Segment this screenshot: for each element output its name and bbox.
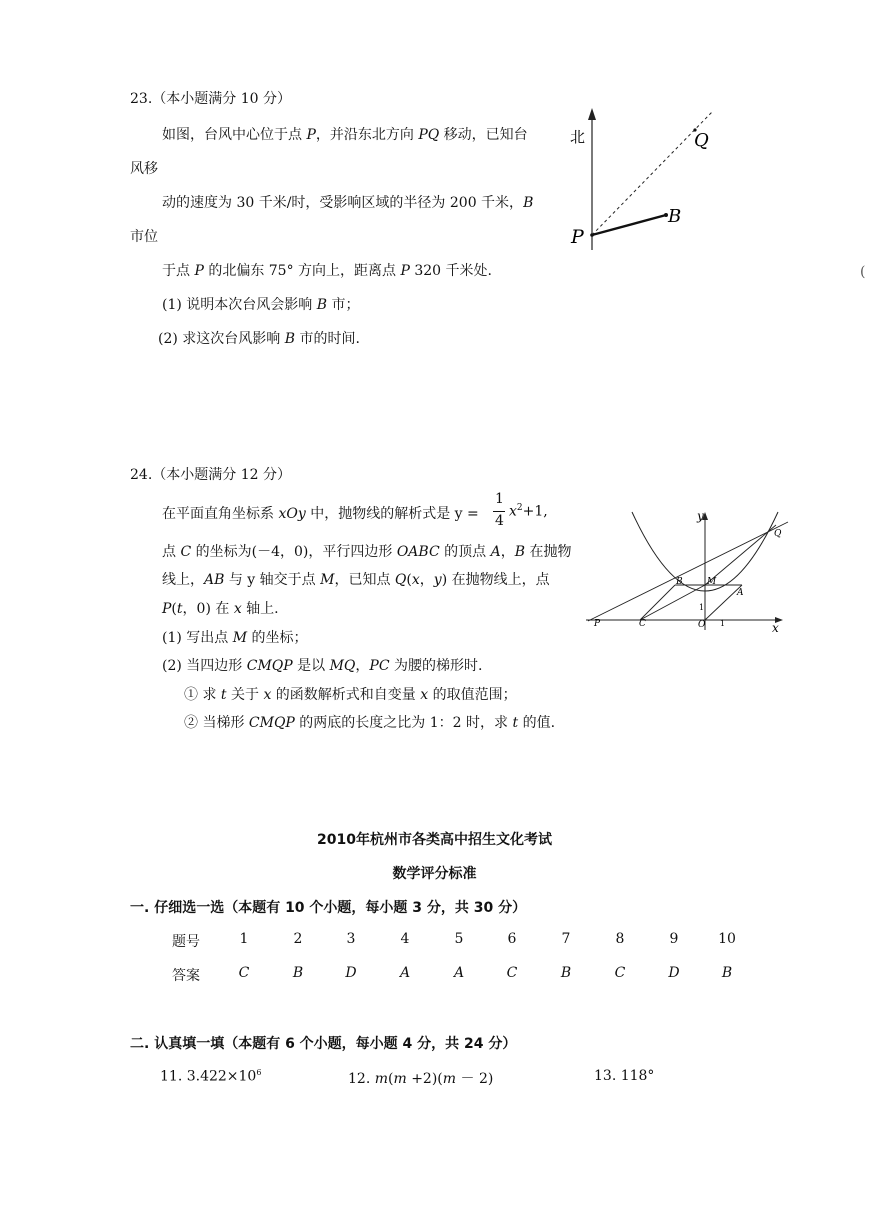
label-p: P [571,226,584,248]
text: 的取值范围； [428,687,517,703]
text: P [162,601,172,617]
text: 为腰的梯形时. [389,658,483,674]
exponent: 2 [516,503,523,513]
text: PC [369,658,390,674]
answer-cell: C [506,965,518,981]
answer-cell: D [668,965,680,981]
text: x [509,503,517,520]
answers-subtitle: 数学评分标准 [392,866,477,882]
q24-line1 [162,503,479,523]
label-q: Q [694,130,709,151]
text: 320 千米处. [409,263,492,279]
text: (2) 当四边形 [162,658,247,674]
label-o: O [698,620,706,630]
question-number-cell: 6 [507,931,517,947]
answer-cell: D [345,965,357,981]
question-number-cell: 9 [669,931,679,947]
text: 的两底的长度之比为 1：2 时，求 [294,715,513,731]
line-pq [588,522,788,621]
text: y [433,572,442,588]
q23-line2-wrap: 市位 [130,229,158,245]
text: 于点 [162,263,195,279]
q24-sub2 [162,655,482,675]
row-label-number: 题号 [172,934,200,950]
q24-line4 [162,598,279,618]
question-number-cell: 10 [718,931,736,947]
answer-cell: A [399,965,411,981]
answer-12 [348,1068,493,1088]
text: 12. [348,1071,375,1087]
answer-cell: C [238,965,250,981]
text: 如图，台风中心位于点 [162,127,307,143]
label-a: A [737,588,744,598]
text: x [411,572,420,588]
label-c: C [639,619,646,629]
q24-sub2-part2 [184,712,555,732]
label-one-y: 1 [699,603,705,612]
section-2-heading: 二. 认真填一填（本题有 6 个小题，每小题 4 分，共 24 分） [130,1036,517,1052]
answer-11 [160,1068,261,1085]
text: m [442,1071,457,1087]
text: +1, [522,503,548,520]
text: C [180,544,192,560]
text: ，已知点 [334,572,395,588]
question-number-cell: 1 [239,931,249,947]
text: CMQP [248,715,295,731]
text: M [232,630,248,646]
typhoon-figure [560,100,730,260]
margin-mark: ( [860,264,866,280]
row-label-answer: 答案 [172,968,200,984]
q23-line1 [162,124,528,144]
text: t [220,687,227,703]
text: xOy [278,506,306,522]
question-number-cell: 5 [454,931,464,947]
text: ， [419,572,434,588]
text: 的函数解析式和自变量 [271,687,421,703]
answer-cell: B [721,965,733,981]
text: 移动，已知台 [439,127,528,143]
question-number-cell: 4 [400,931,410,947]
label-x: x [772,621,779,635]
text: m [374,1071,388,1087]
answers-title: 2010年杭州市各类高中招生文化考试 [317,832,552,848]
text: 中，抛物线的解析式是 y = [305,506,479,522]
q23-sub2 [158,328,360,348]
label-q: Q [774,529,782,539]
text: ，0) 在 [182,601,234,617]
text: (1) 说明本次台风会影响 [162,297,317,313]
text: m [393,1071,407,1087]
text: (2) 求这次台风影响 [158,331,285,347]
text: ，并沿东北方向 [315,127,419,143]
answer-cell: C [614,965,626,981]
q24-sub1 [162,627,308,647]
q23-line1-wrap: 风移 [130,161,158,177]
q23-sub1 [162,294,359,314]
question-number-cell: 8 [615,931,625,947]
question-number-cell: 2 [293,931,303,947]
q24-line1-tail [509,503,548,520]
text: ) 在抛物线上，点 [441,572,550,588]
text: 的顶点 [439,544,491,560]
text: t [176,601,183,617]
text: 与 y 轴交于点 [224,572,321,588]
fraction-numerator: 1 [495,491,504,507]
text: B [514,544,525,560]
label-y: y [697,509,704,523]
text: P [400,263,410,279]
text: 是以 [292,658,330,674]
text: +2)( [406,1071,443,1087]
text: B [284,331,296,347]
text: 市； [327,297,360,313]
segment-mq [705,525,776,585]
text: ， [500,544,515,560]
text: PQ [418,127,440,143]
text: x [233,601,242,617]
text: A [490,544,501,560]
text: ② 当梯形 [184,715,249,731]
answer-13: 13. 118° [594,1068,655,1084]
text: OABC [396,544,440,560]
text: 的值. [518,715,556,731]
section-1-heading: 一. 仔细选一选（本题有 10 个小题，每小题 3 分，共 30 分） [130,900,527,916]
text: (1) 写出点 [162,630,233,646]
text: AB [204,572,225,588]
text: x [263,687,272,703]
text: 关于 [226,687,264,703]
text: 轴上. [241,601,279,617]
text: Q [394,572,407,588]
label-m: M [707,577,717,587]
text: 动的速度为 30 千米/时，受影响区域的半径为 200 千米， [162,195,524,211]
segment-cb [640,585,675,620]
text: 在抛物 [525,544,572,560]
text: － 2) [456,1071,494,1087]
text: 市的时间. [295,331,360,347]
q23-line3 [162,260,492,280]
text: t [512,715,519,731]
text: MQ [329,658,356,674]
fraction-bar [493,511,505,512]
text: ( [406,572,412,588]
label-b: B [676,577,683,587]
fraction-denominator: 4 [495,513,504,529]
label-p: P [594,619,601,629]
text: 线上， [162,572,204,588]
answer-cell: B [560,965,572,981]
text: CMQP [246,658,293,674]
text: 的坐标； [247,630,308,646]
answer-cell: A [453,965,465,981]
parabola-figure [580,500,795,635]
q23-header: 23.（本小题满分 10 分） [130,91,291,107]
label-one-x: 1 [720,619,726,628]
q24-line2 [162,541,571,561]
text: 的坐标为(－4，0)，平行四边形 [191,544,397,560]
north-label: 北 [570,128,586,146]
text: ( [171,601,177,617]
segment-pb [592,215,666,235]
text: x [420,687,429,703]
exponent: 6 [256,1068,262,1077]
text: ， [355,658,370,674]
label-b: B [668,206,682,227]
q23-line2 [162,192,533,212]
text: ( [388,1071,394,1087]
answer-cell: B [292,965,304,981]
q24-header: 24.（本小题满分 12 分） [130,467,291,483]
text: B [316,297,328,313]
question-number-cell: 3 [346,931,356,947]
text: ① 求 [184,687,221,703]
text: 11. 3.422×10 [160,1068,257,1085]
text: B [523,195,534,211]
north-arrow-icon [588,108,596,120]
q24-line3 [162,569,550,589]
text: M [320,572,335,588]
text: 的北偏东 75° 方向上，距离点 [203,263,401,279]
point-p [590,233,594,237]
text: P [194,263,204,279]
q24-sub2-part1 [184,684,517,704]
question-number-cell: 7 [561,931,571,947]
text: P [306,127,316,143]
text: 在平面直角坐标系 [162,506,279,522]
text: 点 [162,544,181,560]
